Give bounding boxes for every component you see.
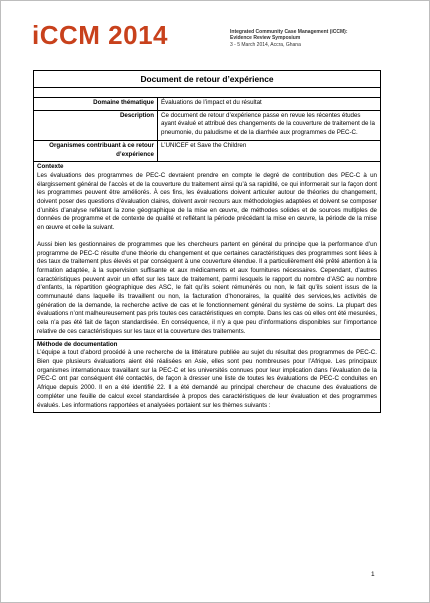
thematic-domain-row: [34, 98, 380, 111]
thematic-domain-value: Évaluations de l’impact et du résultat: [161, 99, 262, 106]
page-number: 1: [371, 571, 375, 578]
symposium-date: 3 - 5 March 2014, Accra, Ghana: [230, 41, 301, 48]
document-table: [33, 70, 381, 413]
symposium-title-line1: Integrated Community Case Management (iCCM):: [230, 29, 348, 35]
context-heading: Contexte: [37, 163, 64, 171]
organizations-value: L’UNICEF et Save the Children: [161, 141, 247, 149]
description-value: Ce document de retour d’expérience passe en revue les récentes études ayant évalué et attribué des changements de la couverture de traitement de la pneumonie, du paludisme et de la diarrhée aux programmes de PEC-C.: [161, 111, 375, 137]
method-paragraph-1: L’équipe a tout d’abord procédé à une recherche de la littérature publiée au sujet du résultat des programmes de PEC-C. Bien que plusieurs évaluations aient été réalisées en Asie, elles sont peu nombreuses pour l’Afrique. Les principaux organismes internationaux travaillant sur la PEC-C et les universités connues pour leur implication dans l’évaluation de la PEC-C ont par conséquent été contactés, de façon à dresser une liste de toutes les évaluations de PEC-C conduites en Afrique depuis 2000. Il en a été identifié 22. Il a été demandé au principal chercheur de chacune des évaluations de compléter une feuille de calcul excel standardisée à propos des caractéristiques de leur évaluation et des programmes évalués. Les informations rapportées et analysées portaient sur les thèmes suivants :: [37, 349, 377, 409]
thematic-domain-label: Domaine thématique: [34, 98, 158, 110]
method-section: [34, 340, 380, 413]
symposium-info: [230, 29, 348, 48]
context-paragraph-2: Aussi bien les gestionnaires de programmes que les chercheurs partent en général du principe que la performance d’un programme de PEC-C résulte d’une théorie du changement et que certaines caractéristiques des programmes sont liées à des taux de traitement plus élevés et par conséquent à une couverture étendue. Il a particulièrement été prêté attention à la formation adaptée, à la supervision suffisante et aux médicaments et aux fournitures nécessaires. Cependant, d’autres caractéristiques peuvent avoir un effet sur les taux de traitement, parmi lesquels le rapport du nombre d’ASC au nombre d’enfants, la répartition géographique des ASC, le fait qu’ils soient rémunérés ou non, le fait qu’ils soient issus de la communauté dans laquelle ils travaillent ou non, la facturation d’honoraires, la qualité des services,les activités de génération de la demande, la recherche active de cas et le fonctionnement général du système de soins. La plupart des évaluations n’ont malheureusement pas pris toutes ces caractéristiques en compte. Dans les cas où elles ont été mesurées, cela n’a pas été fait de façon standardisée. En conséquence, il n’y a que peu d’informations disponibles sur l’importance relative de ces caractéristiques sur les taux et la couverture des traitements.: [37, 240, 377, 335]
context-paragraph-1: Les évaluations des programmes de PEC-C devraient prendre en compte le degré de contribution des PEC-C à un élargissement général de l’accès et de la couverture du traitement ainsi qu’à sa rapidité, ce qui informerait sur la façon dont les programmes peuvent être améliorés. À ces fins, les évaluations doivent articuler autour de théories du changement, doivent poser des questions d’évaluation claires, doivent avoir recours aux méthodologies adaptées et doivent se composer d’unités d’analyse reflétant la zone géographique de la mise en œuvre, de méthodes solides et de sources multiples de données de programme et de contexte de qualité et reflétant la période précédant la mise en œuvre, la période de la mise en œuvre et celle la suivant.: [37, 171, 377, 232]
description-row: [34, 111, 380, 141]
method-heading: Méthode de documentation: [37, 340, 118, 348]
spacer-row: [34, 88, 380, 98]
context-section: [34, 162, 380, 339]
organizations-row: [34, 141, 380, 162]
page-header: [0, 0, 430, 60]
iccm-logo: iCCM 2014: [32, 20, 168, 50]
description-label: Description: [34, 111, 158, 140]
organizations-label: Organismes contribuant à ce retour d’expérience: [34, 141, 158, 161]
document-title: Document de retour d’expérience: [34, 71, 380, 88]
symposium-title-line2: Evidence Review Symposium: [230, 35, 301, 42]
